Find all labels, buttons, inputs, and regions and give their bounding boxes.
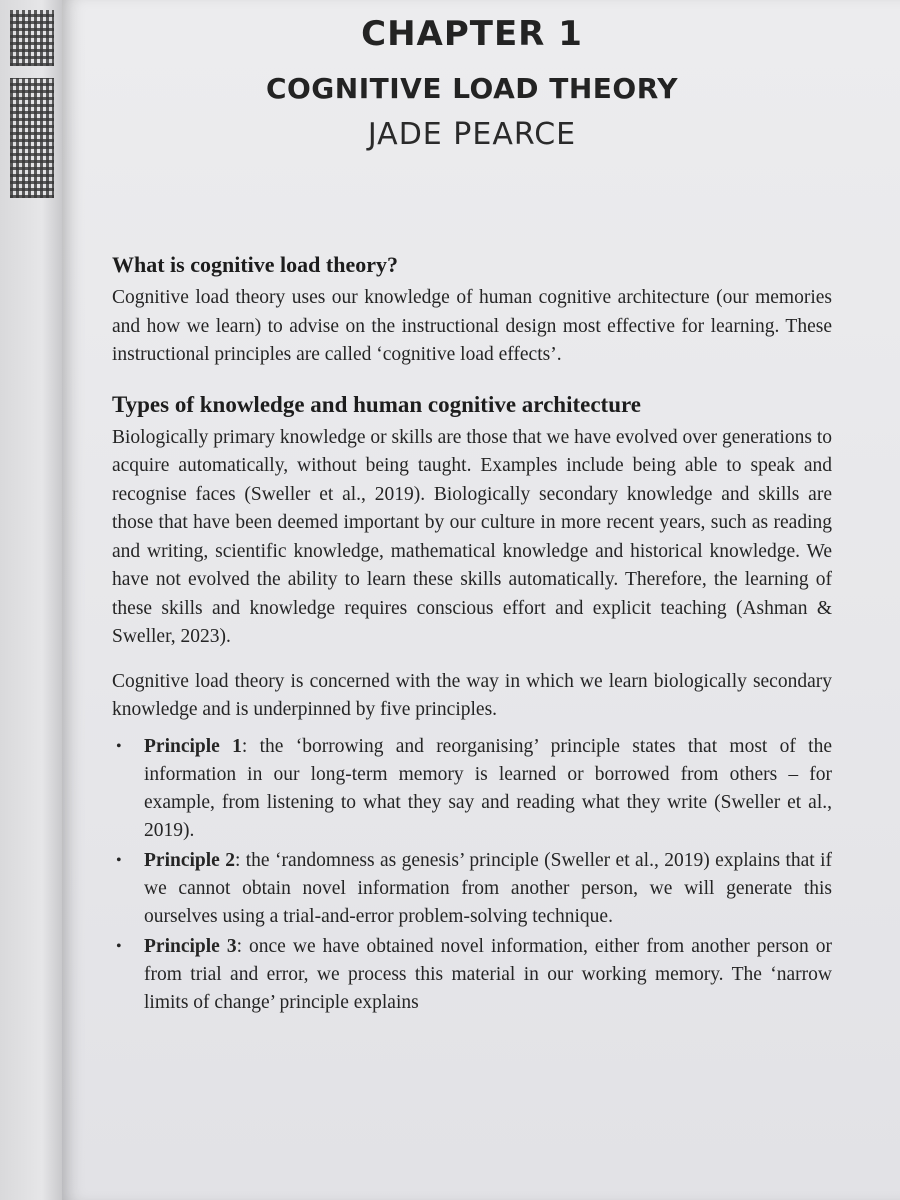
book-page (62, 0, 900, 1200)
principle-text: : once we have obtained novel information, either from another person or from trial and error, we process this material in our working memory. The ‘narrow limits of change’ principle explains (144, 935, 832, 1013)
bullet-icon: • (116, 737, 122, 755)
principle-text: : the ‘borrowing and reorganising’ principle states that most of the information in our long-term memory is learned or borrowed from others – for example, from listening to what they say and reading what they write (Sweller et al., 2019). (144, 735, 832, 841)
list-item (116, 733, 832, 845)
page-content (112, 14, 832, 1019)
paragraph: Cognitive load theory is concerned with the way in which we learn biologically secondary knowledge and is underpinned by five principles. (112, 670, 832, 720)
principle-label: Principle 2 (144, 849, 235, 871)
principle-text: : the ‘randomness as genesis’ principle (Sweller et al., 2019) explains that if we cannot obtain novel information from another person, we will generate this ourselves using a trial-and-error problem-solving technique. (144, 849, 832, 927)
section-heading-what: What is cognitive load theory? (112, 252, 398, 277)
list-item (116, 847, 832, 931)
qr-code-image (10, 10, 54, 66)
paragraph: Biologically primary knowledge or skills are those that we have evolved over generations to acquire automatically, without being taught. Examples include being able to speak and recognise faces (Sweller et al., 2019). Biologically secondary knowledge and skills are those that have been deemed important by our culture in more recent years, such as reading and writing, scientific knowledge, mathematical knowledge and historical knowledge. We have not evolved the ability to learn these skills automatically. Therefore, the learning of these skills and knowledge requires conscious effort and explicit teaching (Ashman & Sweller, 2023). (112, 426, 832, 647)
principles-list (112, 733, 832, 1017)
section-heading-types: Types of knowledge and human cognitive architecture (112, 391, 642, 417)
chapter-title: COGNITIVE LOAD THEORY (265, 72, 679, 105)
list-item (116, 933, 832, 1017)
chapter-label: CHAPTER 1 (361, 14, 583, 54)
qr-code-image (10, 78, 54, 198)
principle-label: Principle 1 (144, 735, 242, 757)
paragraph: Cognitive load theory uses our knowledge of human cognitive architecture (our memories and how we learn) to advise on the instructional design most effective for learning. These instructional principles are called ‘cognitive load effects’. (112, 287, 832, 365)
bullet-icon: • (116, 937, 122, 955)
author-name: JADE PEARCE (367, 117, 577, 152)
principle-label: Principle 3 (144, 935, 237, 957)
previous-page-edge (0, 0, 70, 1200)
bullet-icon: • (116, 851, 122, 869)
